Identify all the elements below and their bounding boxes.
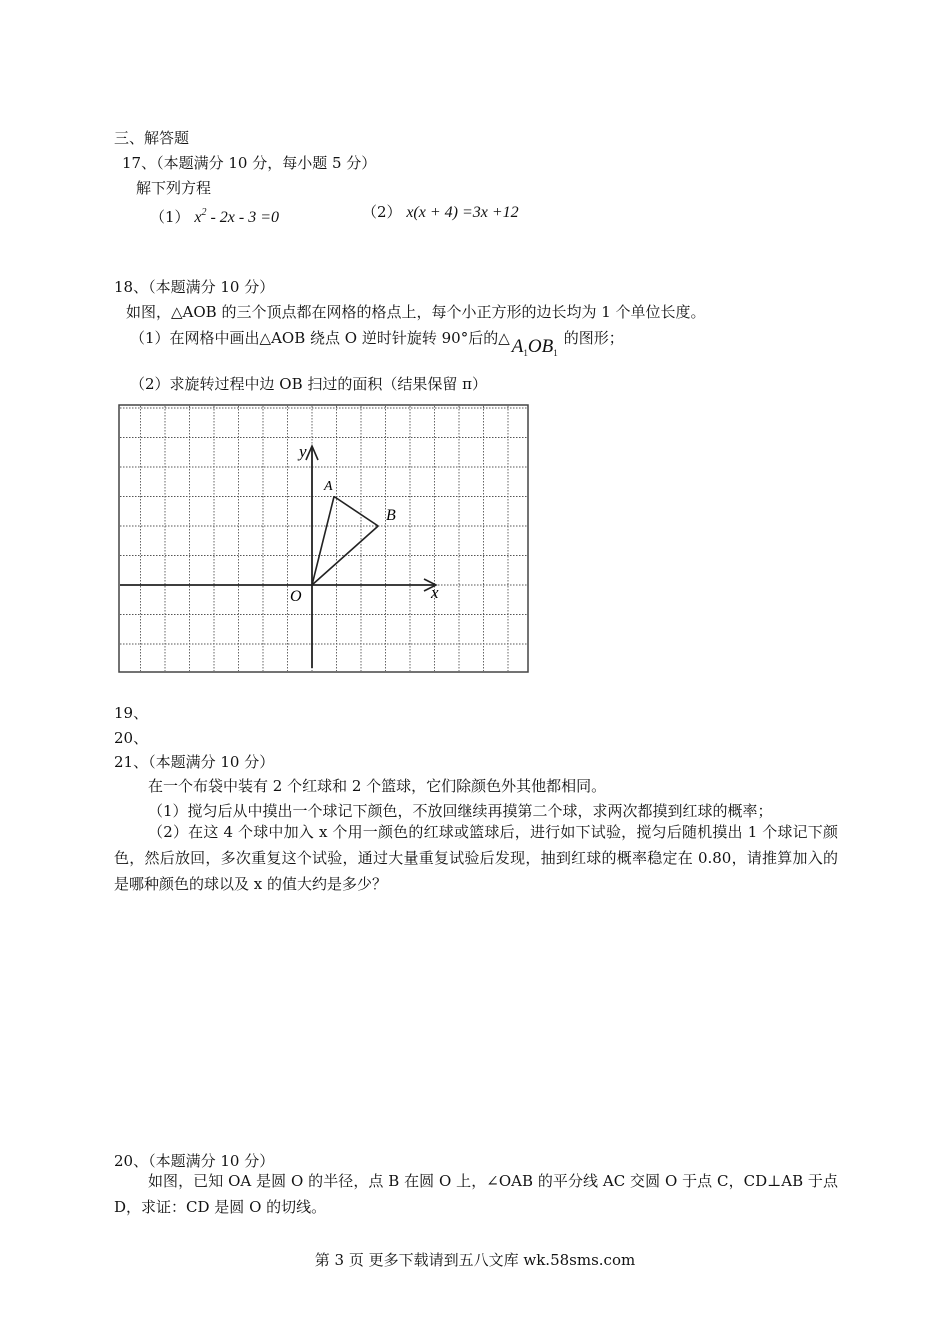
q17-part2-label: （2） — [362, 203, 402, 221]
q17-part1-label: （1） — [150, 208, 190, 226]
section-title: 三、解答题 — [114, 129, 190, 147]
q21-stem: 在一个布袋中装有 2 个红球和 2 个篮球，它们除颜色外其他都相同。 — [148, 777, 607, 795]
q19-number: 19、 — [114, 704, 149, 722]
q17-part2-equation: x(x + 4) =3x +12 — [406, 204, 519, 221]
q20-header: 20、（本题满分 10 分） — [114, 1152, 275, 1170]
q17-instruction: 解下列方程 — [136, 179, 212, 197]
a1ob1-expression: $A_1OB_1$ — [511, 336, 558, 358]
point-b-label: B — [386, 507, 396, 524]
x-axis-label: x — [431, 583, 439, 602]
q17-header: 17、（本题满分 10 分，每小题 5 分） — [122, 154, 377, 172]
coordinate-grid-figure — [118, 404, 530, 674]
page-footer: 第 3 页 更多下载请到五八文库 wk.58sms.com — [314, 1251, 636, 1269]
q18-part1: （1）在网格中画出△AOB 绕点 O 逆时针旋转 90°后的△ $A_1OB_1$的图形； — [130, 328, 624, 354]
q21-part2: （2）在这 4 个球中加入 x 个用一颜色的红球或篮球后，进行如下试验，搅匀后随机摸出 1 个球记下颜色，然后放回，多次重复这个试验，通过大量重复试验后发现，抽到红球的概率稳定在 0.80，请推算加入的是哪种颜色的球以及 x 的值大约是多少？ — [114, 823, 838, 893]
q17-part1 — [150, 203, 279, 228]
origin-label: O — [290, 588, 302, 605]
q18-header: 18、（本题满分 10 分） — [114, 278, 275, 296]
q21-header: 21、（本题满分 10 分） — [114, 753, 275, 771]
q20-number: 20、 — [114, 729, 149, 747]
y-axis-label: y — [299, 442, 307, 461]
q18-stem: 如图，△AOB 的三个顶点都在网格的格点上，每个小正方形的边长均为 1 个单位长度。 — [126, 303, 706, 321]
q17-part2 — [362, 202, 519, 223]
q20-body: 如图，已知 OA 是圆 O 的半径，点 B 在圆 O 上，∠OAB 的平分线 AC 交圆 O 于点 C，CD⊥AB 于点 D，求证：CD 是圆 O 的切线。 — [114, 1172, 838, 1216]
q17-part1-equation: $x^2 - 2x - 3 =0$ — [194, 207, 279, 226]
q21-part1: （1）搅匀后从中摸出一个球记下颜色，不放回继续再摸第二个球，求两次都摸到红球的概率； — [148, 802, 773, 820]
q18-part2: （2）求旋转过程中边 OB 扫过的面积（结果保留 π） — [130, 375, 488, 393]
point-a-label: A — [324, 479, 333, 494]
